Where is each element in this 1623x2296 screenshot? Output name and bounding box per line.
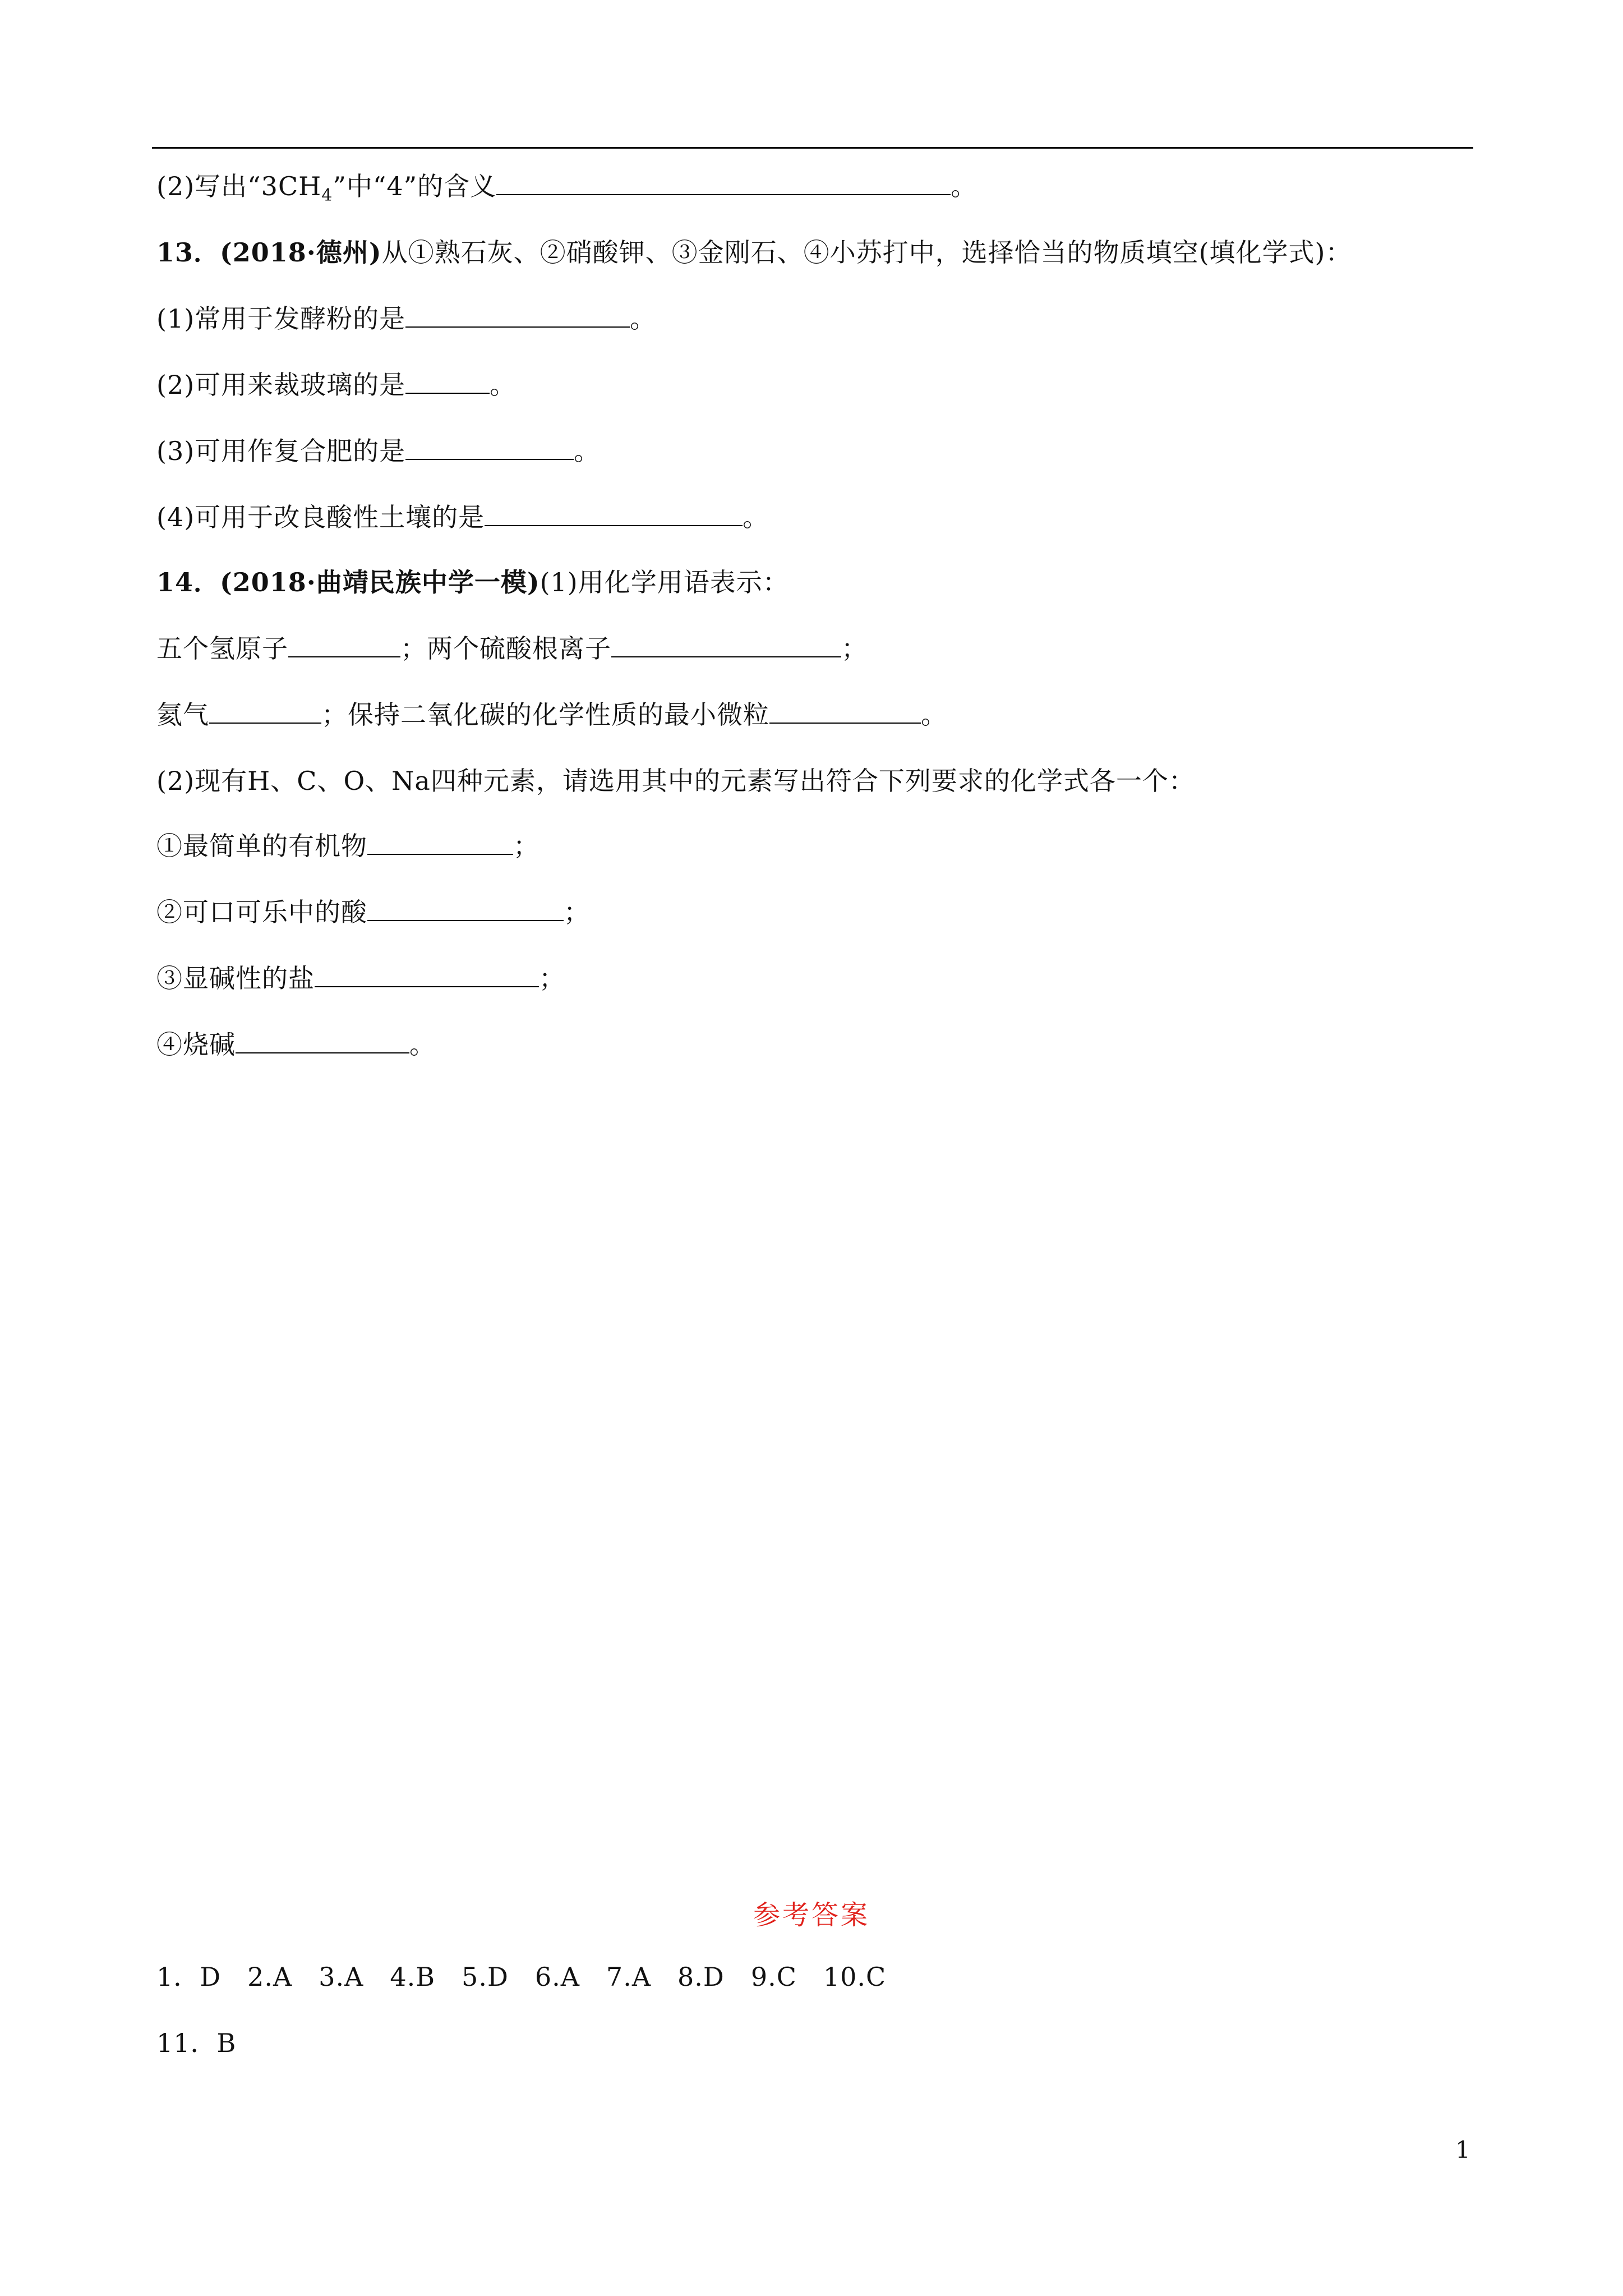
answer-blank[interactable]: [496, 169, 951, 195]
answers-title: 参考答案: [753, 1899, 870, 1931]
q14-item-4: ④烧碱 。: [156, 1028, 436, 1061]
answer-blank[interactable]: [315, 961, 539, 987]
q14-line-a: 五个氢原子 ；两个硫酸根离子 ；: [156, 632, 868, 665]
q13-stem: 13．(2018·德州)从①熟石灰、②硝酸钾、③金刚石、④小苏打中，选择恰当的物质填空(填化学式)：: [156, 237, 1352, 268]
q13-item-4: (4)可用于改良酸性土壤的是 。: [156, 500, 769, 534]
header-rule: [152, 147, 1473, 149]
answers-line-2: 11．B: [156, 2028, 237, 2058]
answer-blank[interactable]: [485, 500, 743, 526]
q13-item-3: (3)可用作复合肥的是 。: [156, 434, 600, 468]
answer-blank[interactable]: [367, 829, 513, 855]
q14-stem: 14．(2018·曲靖民族中学一模)(1)用化学用语表示：: [156, 567, 789, 597]
answer-blank[interactable]: [367, 895, 564, 921]
answer-blank[interactable]: [405, 368, 490, 394]
answer-blank[interactable]: [769, 698, 921, 724]
answer-blank[interactable]: [236, 1028, 409, 1053]
answers-line-1: 1．D 2.A 3.A 4.B 5.D 6.A 7.A 8.D 9.C 10.C: [156, 1962, 887, 1992]
answer-blank[interactable]: [405, 434, 574, 460]
q14-item-2: ②可口可乐中的酸 ；: [156, 895, 590, 929]
q13-item-1: (1)常用于发酵粉的是 。: [156, 302, 656, 335]
answer-blank[interactable]: [288, 632, 400, 657]
q14-part2: (2)现有H、C、O、Na四种元素，请选用其中的元素写出符合下列要求的化学式各一个：: [156, 766, 1195, 796]
q12-part2: (2)写出“$3CH_4$”中“4”的含义 。: [156, 169, 977, 213]
q14-item-3: ③显碱性的盐 ；: [156, 961, 565, 995]
answer-blank[interactable]: [209, 698, 321, 724]
q14-item-1: ①最简单的有机物 ；: [156, 829, 540, 863]
answer-blank[interactable]: [405, 302, 630, 328]
page-number: 1: [1455, 2136, 1470, 2164]
answer-blank[interactable]: [611, 632, 841, 657]
q13-item-2: (2)可用来裁玻璃的是 。: [156, 368, 516, 402]
q14-line-b: 氦气 ；保持二氧化碳的化学性质的最小微粒 。: [156, 698, 947, 731]
